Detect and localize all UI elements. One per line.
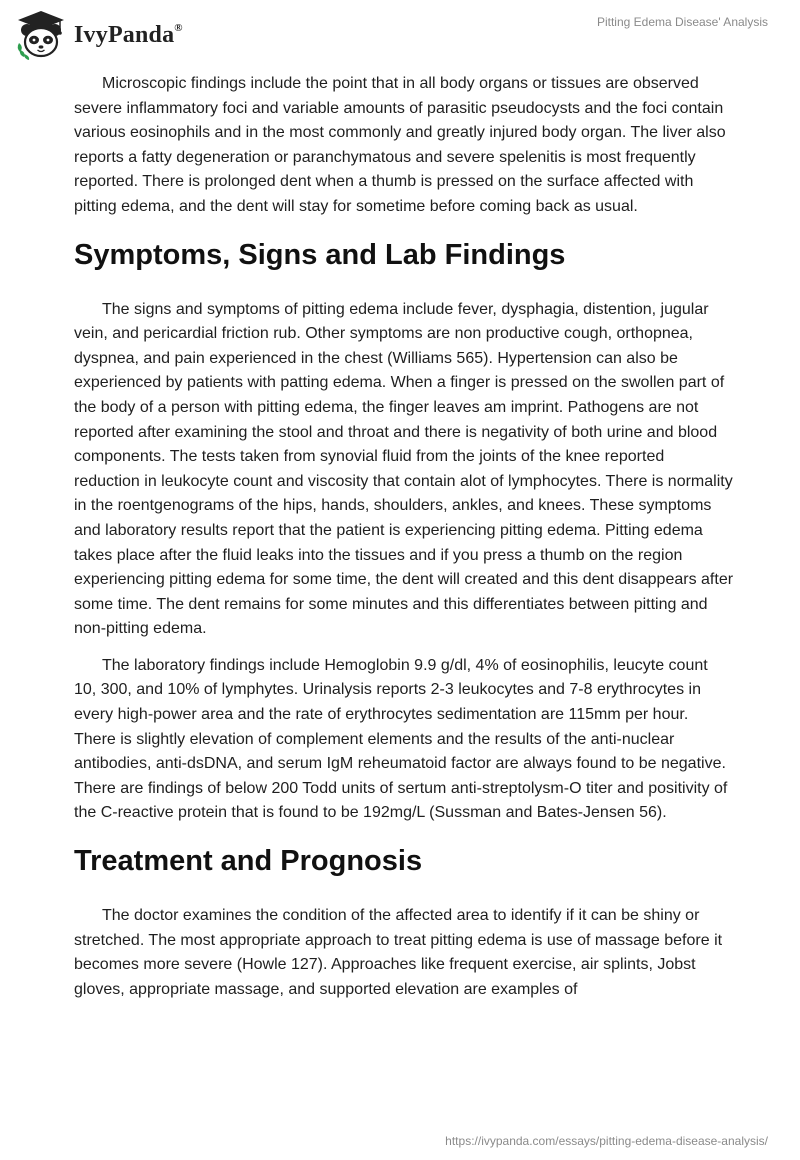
panda-graduation-cap-icon	[14, 8, 68, 62]
article-body	[74, 72, 734, 1014]
paragraph: The signs and symptoms of pitting edema include fever, dysphagia, distention, jugular vein, and pericardial friction rub. Other symptoms are non productive cough, orthopnea, dyspnea, and pain experienced in the chest (Williams 565). Hypertension can also be experienced by patients with patting edema. When a finger is pressed on the swollen part of the body of a person with pitting edema, the finger leaves am imprint. Pathogens are not reported after examining the stool and throat and there is negativity of both urine and blood components. The tests taken from synovial fluid from the joints of the knee reported reduction in leukocyte count and viscosity that contain alot of lymphocytes. There is normality in the roentgenograms of the hips, hands, shoulders, ankles, and knees. These symptoms and laboratory results report that the patient is experiencing pitting edema. Pitting edema takes place after the fluid leaks into the tissues and if you press a thumb on the region experiencing pitting edema for some time, the dent will created and this dent disappears after some time. The dent remains for some minutes and this differentiates between pitting and non-pitting edema.	[74, 300, 734, 638]
document-title: Pitting Edema Disease' Analysis	[596, 15, 768, 29]
paragraph: The laboratory findings include Hemoglobin 9.9 g/dl, 4% of eosinophilis, leucyte count 10, 300, and 10% of lymphytes. Urinalysis reports 2-3 leukocytes and 7-8 erythrocytes in every high-power area and the rate of erythrocytes sedimentation are 115mm per hour. There is slightly elevation of complement elements and the results of the anti-nuclear antibodies, anti-dsDNA, and serum IgM reheumatoid factor are always found to be negative. There are findings of below 200 Todd units of sertum anti-streptolysm-O titer and positivity of the C-reactive protein that is found to be 192mg/L (Sussman and Bates-Jensen 56).	[74, 656, 728, 822]
page-header	[0, 0, 800, 70]
registered-mark: ®	[174, 21, 183, 34]
brand-name: IvyPanda®	[74, 21, 183, 48]
source-url[interactable]: https://ivypanda.com/essays/pitting-edema-disease-analysis/	[445, 1134, 768, 1148]
section-heading-treatment: Treatment and Prognosis	[74, 845, 423, 878]
paragraph: The doctor examines the condition of the affected area to identify if it can be shiny or stretched. The most appropriate approach to treat pitting edema is use of massage before it becomes more severe (Howle 127). Approaches like frequent exercise, air splints, Jobst gloves, appropriate massage, and supported elevation are examples of	[74, 907, 723, 998]
ivypanda-logo[interactable]	[14, 8, 183, 62]
paragraph: Microscopic findings include the point that in all body organs or tissues are observed severe inflammatory foci and variable amounts of parasitic pseudocysts and the foci contain various eosinophils and in the most commonly and greatly injured body organ. The liver also reports a fatty degeneration or paranchymatous and severe spelenitis is most frequently reported. There is prolonged dent when a thumb is pressed on the surface affected with pitting edema, and the dent will stay for sometime before coming back as usual.	[74, 75, 726, 215]
section-heading-symptoms: Symptoms, Signs and Lab Findings	[74, 238, 566, 271]
